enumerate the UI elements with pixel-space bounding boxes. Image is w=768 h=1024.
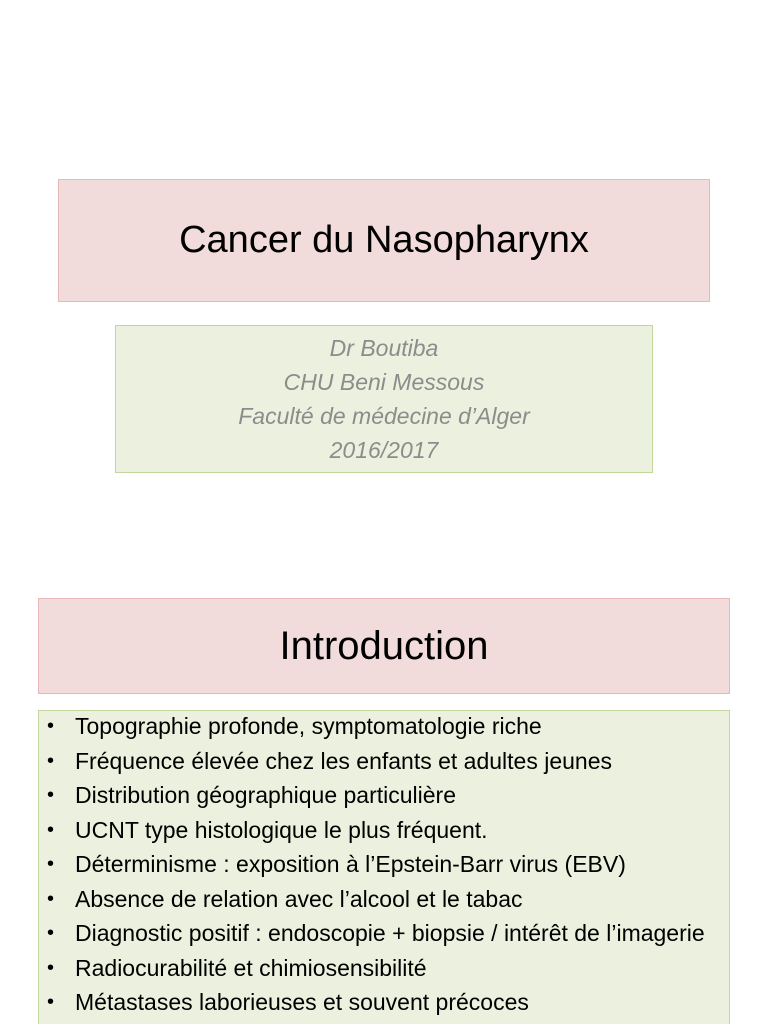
bullet-dot-icon: • (47, 715, 55, 737)
bullet-dot-icon: • (47, 749, 55, 772)
hospital-name: CHU Beni Messous (283, 369, 485, 395)
bullet-item (47, 713, 729, 739)
bullet-text: Radiocurabilité et chimiosensibilité (75, 954, 427, 981)
faculty-name: Faculté de médecine d’Alger (238, 403, 530, 429)
bullet-dot-icon: • (47, 991, 55, 1013)
bullet-dot-icon: • (47, 887, 55, 910)
bullet-dot-icon: • (47, 818, 55, 841)
slide1-title: Cancer du Nasopharynx (179, 219, 589, 261)
slide2-title: Introduction (279, 623, 489, 668)
bullet-item (47, 886, 729, 912)
bullet-text: Diagnostic positif : endoscopie + biopsie / intérêt de l’imagerie (75, 920, 705, 946)
bullet-list (39, 713, 729, 1015)
bullet-text: UCNT type histologique le plus fréquent. (75, 816, 488, 843)
slide1-subtitle-box (115, 325, 653, 473)
bullet-item (47, 851, 729, 877)
academic-year: 2016/2017 (329, 437, 439, 463)
author-name: Dr Boutiba (329, 335, 439, 361)
bullet-item (47, 989, 729, 1015)
bullet-item (47, 817, 729, 843)
bullet-dot-icon: • (47, 922, 55, 944)
bullet-dot-icon: • (47, 784, 55, 806)
bullet-dot-icon: • (47, 853, 55, 875)
slide2-content-box (38, 710, 730, 1024)
bullet-item (47, 748, 729, 774)
bullet-text: Métastases laborieuses et souvent précoces (75, 989, 529, 1015)
bullet-item (47, 782, 729, 808)
bullet-text: Déterminisme : exposition à l’Epstein-Barr virus (EBV) (75, 851, 626, 877)
bullet-text: Fréquence élevée chez les enfants et adultes jeunes (75, 747, 613, 774)
slide2-title-box (38, 598, 730, 694)
bullet-text: Topographie profonde, symptomatologie riche (75, 713, 542, 739)
bullet-item (47, 920, 729, 946)
bullet-text: Absence de relation avec l’alcool et le tabac (75, 885, 523, 912)
slide1-title-box (58, 179, 710, 302)
bullet-item (47, 955, 729, 981)
bullet-text: Distribution géographique particulière (75, 782, 457, 808)
bullet-dot-icon: • (47, 956, 55, 979)
